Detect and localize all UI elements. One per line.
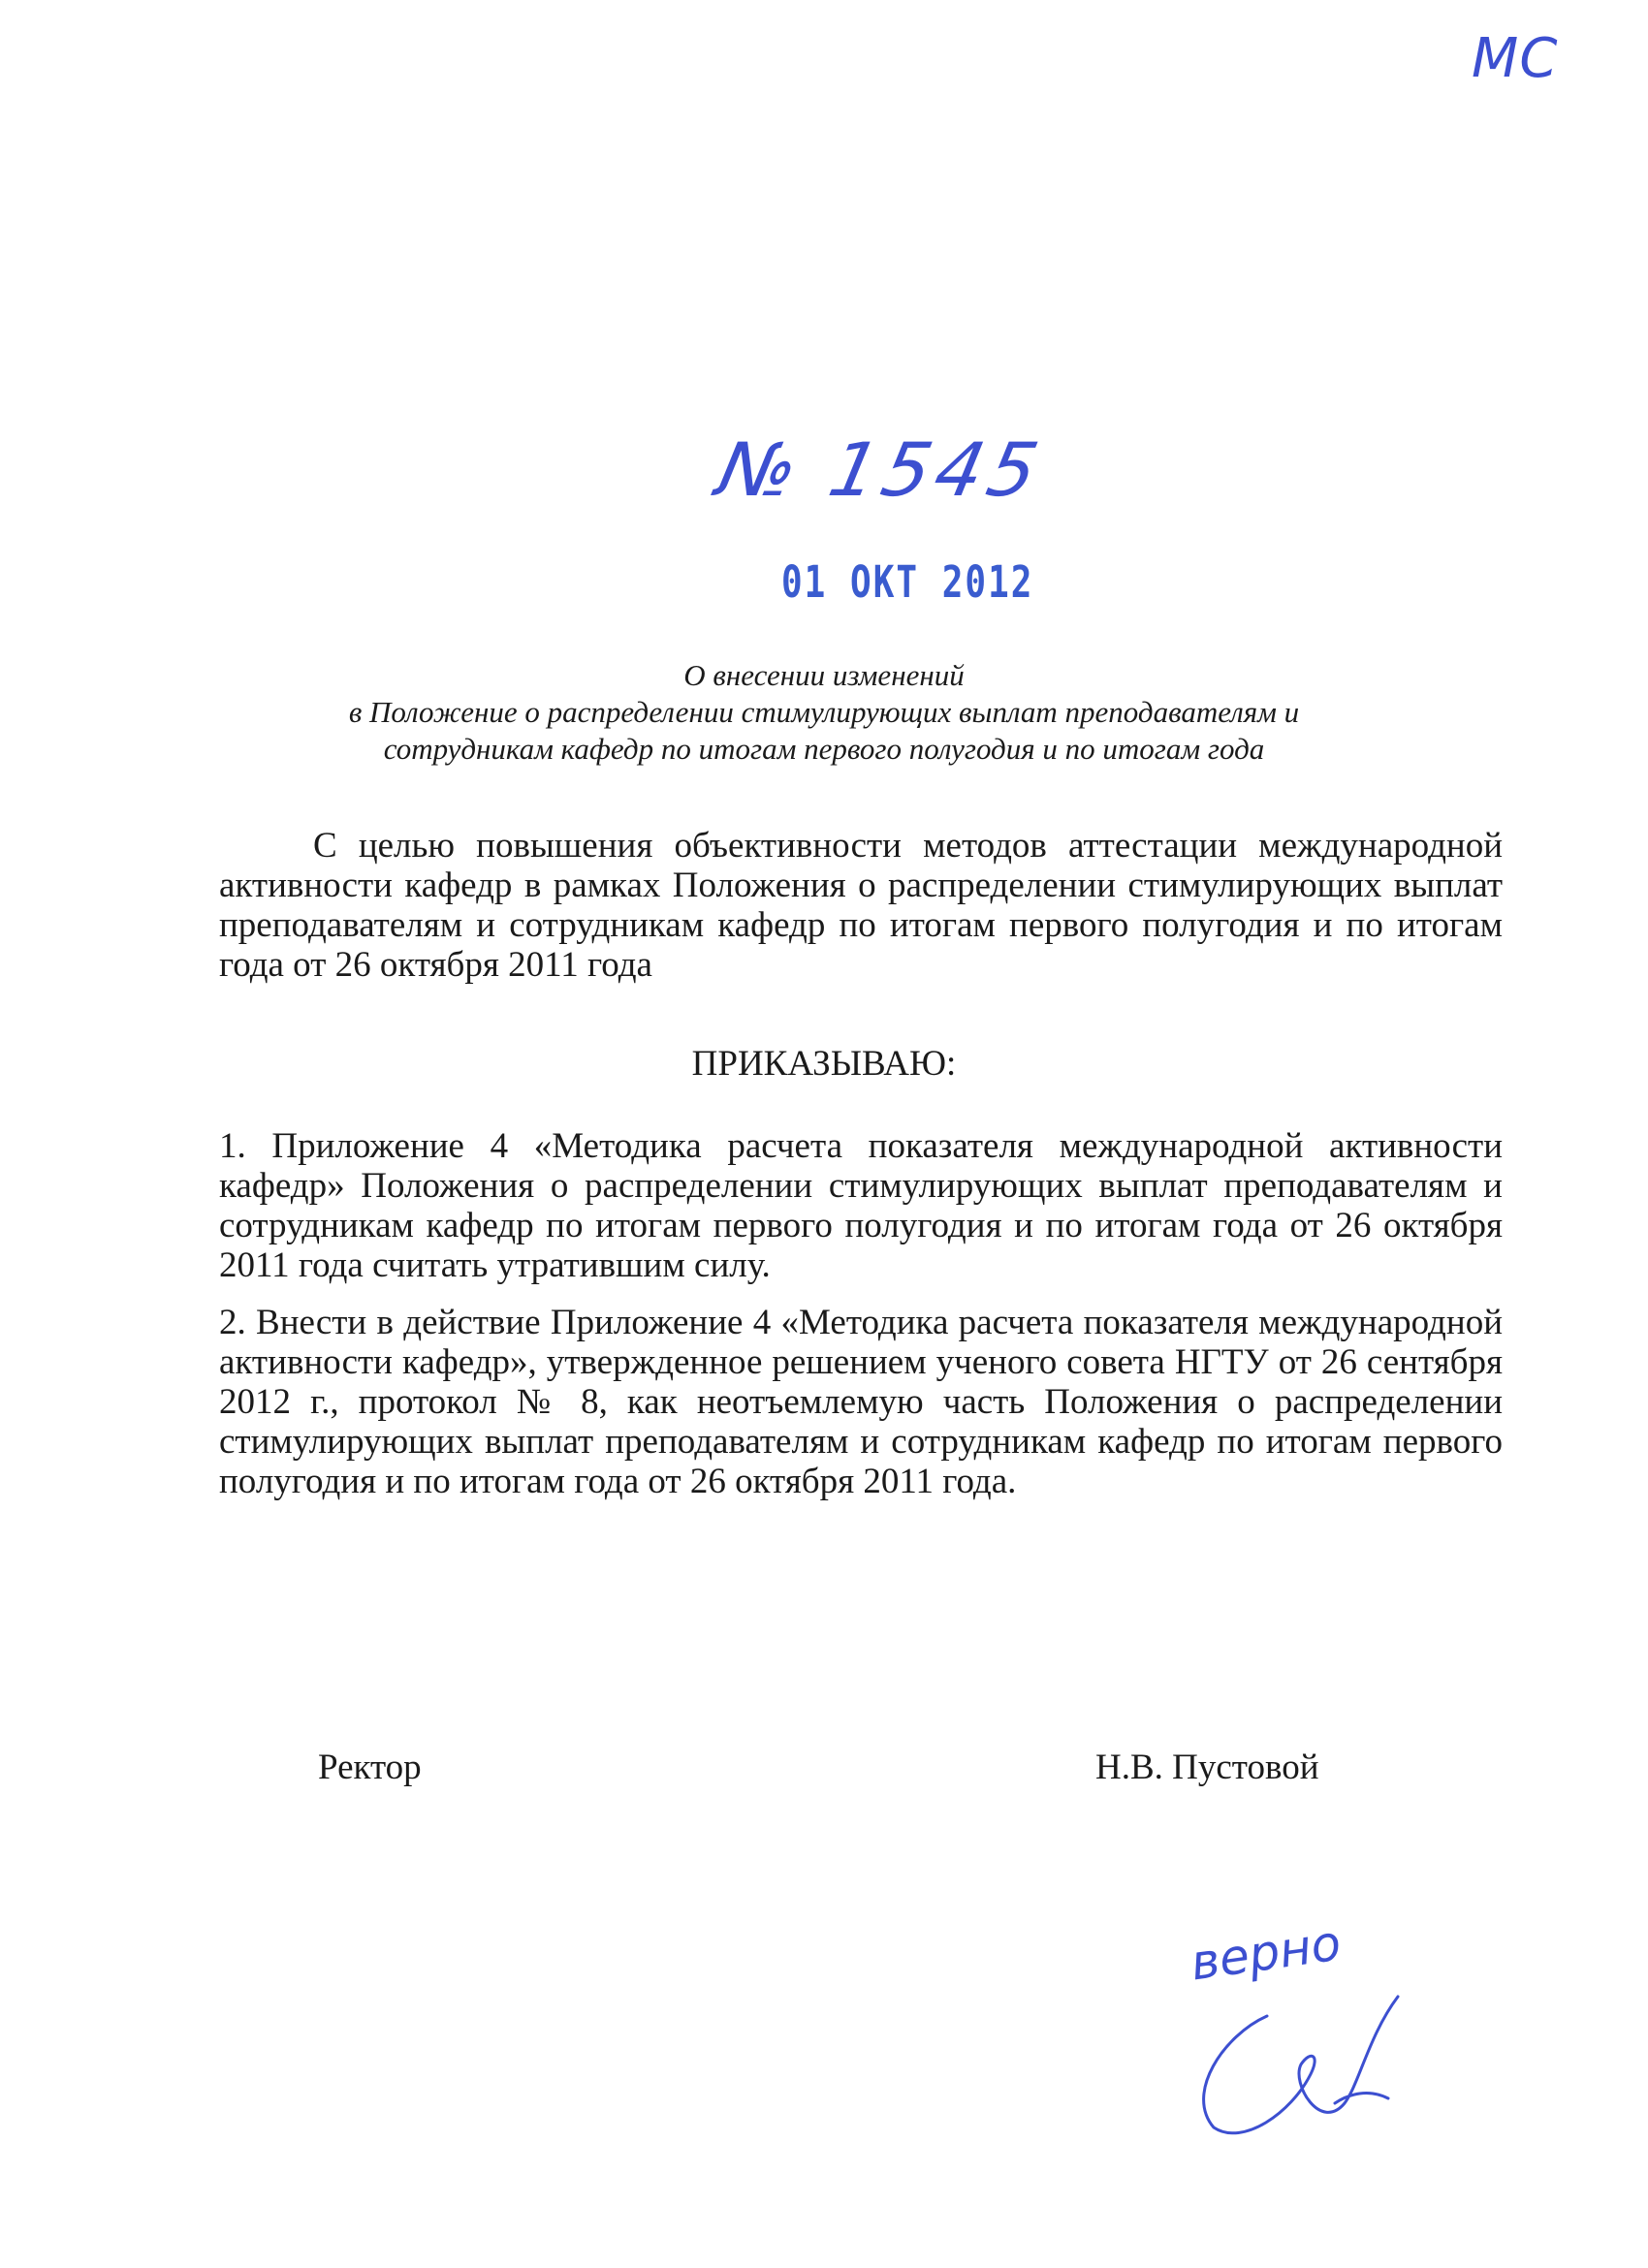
verified-mark: верно bbox=[1187, 1914, 1345, 1992]
title-line: О внесении изменений bbox=[683, 658, 965, 692]
signer-position: Ректор bbox=[318, 1748, 422, 1787]
order-item: 2. Внести в действие Приложение 4 «Методика расчета показателя международной активности кафедр», утвержденное решением ученого совета НГТУ от 26 сентября 2012 г., протокол № 8, как неотъемлемую часть Положения о распределении стимулирующих выплат преподавателям и сотрудникам кафедр по итогам первого полугодия и по итогам года от 26 октября 2011 года. bbox=[219, 1303, 1503, 1501]
date-stamp: 01 ОКТ 2012 bbox=[781, 558, 1034, 609]
title-line: сотрудникам кафедр по итогам первого полугодия и по итогам года bbox=[383, 732, 1265, 766]
signer-name: Н.В. Пустовой bbox=[1095, 1748, 1319, 1787]
title-line: в Положение о распределении стимулирующих выплат преподавателям и bbox=[348, 695, 1300, 729]
order-number: № 1545 bbox=[710, 426, 1052, 513]
document-title bbox=[0, 657, 1648, 768]
signature-stroke bbox=[1335, 2094, 1388, 2103]
order-heading: ПРИКАЗЫВАЮ: bbox=[691, 1044, 957, 1084]
handwritten-initials: МС bbox=[1472, 27, 1559, 90]
intro-paragraph: С целью повышения объективности методов аттестации международной активности кафедр в рамках Положения о распределении стимулирующих выплат преподавателям и сотрудникам кафедр по итогам первого полугодия и по итогам года от 26 октября 2011 года bbox=[219, 826, 1503, 985]
handwritten-signature bbox=[1175, 1958, 1408, 2142]
signature-stroke bbox=[1204, 1997, 1398, 2133]
order-item: 1. Приложение 4 «Методика расчета показателя международной активности кафедр» Положения о распределении стимулирующих выплат преподавателям и сотрудникам кафедр по итогам первого полугодия и по итогам года от 26 октября 2011 года считать утратившим силу. bbox=[219, 1126, 1503, 1285]
